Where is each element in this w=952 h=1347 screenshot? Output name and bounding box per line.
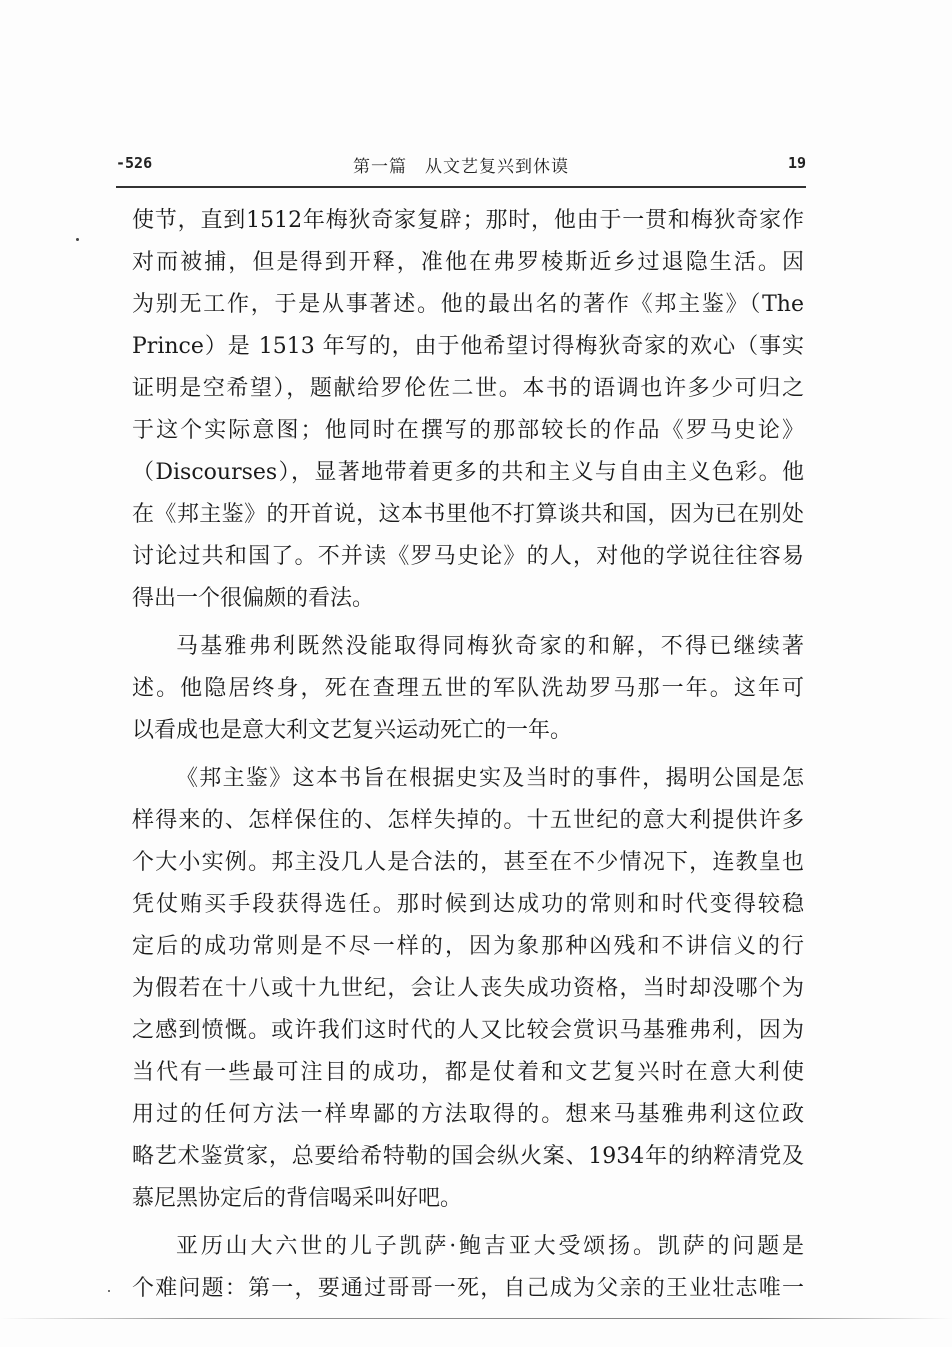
- text-line: 得出一个很偏颇的看法。: [132, 586, 375, 611]
- text-line: 述。他隐居终身，死在查理五世的军队洗劫罗马那一年。这年可: [132, 676, 804, 701]
- text-line: 慕尼黑协定后的背信喝采叫好吧。: [132, 1186, 463, 1211]
- scan-speck: [76, 238, 79, 241]
- text-line: 之感到愤慨。或许我们这时代的人又比较会赏识马基雅弗利，因为: [132, 1018, 804, 1043]
- text-line: 凭仗贿买手段获得选任。那时候到达成功的常则和时代变得较稳: [132, 892, 804, 917]
- page-number: 19: [787, 154, 806, 172]
- text-line: 证明是空希望），题献给罗伦佐二世。本书的语调也许多少可归之: [132, 376, 804, 401]
- chapter-title: 第一篇 从文艺复兴到休谟: [353, 157, 569, 177]
- header-rule: [116, 186, 806, 188]
- text-line: 使节，直到1512年梅狄奇家复辟；那时，他由于一贯和梅狄奇家作: [132, 208, 804, 233]
- text-line: 在《邦主鉴》的开首说，这本书里他不打算谈共和国，因为已在别处: [132, 502, 804, 527]
- text-line: 略艺术鉴赏家，总要给希特勒的国会纵火案、1934年的纳粹清党及: [132, 1144, 804, 1169]
- text-line: 以看成也是意大利文艺复兴运动死亡的一年。: [132, 718, 573, 743]
- header-code: -526: [116, 154, 153, 172]
- text-line: 当代有一些最可注目的成功，都是仗着和文艺复兴时在意大利使: [132, 1060, 804, 1085]
- text-line: 为别无工作，于是从事著述。他的最出名的著作《邦主鉴》（The: [132, 292, 804, 317]
- text-line: 为假若在十八或十九世纪，会让人丧失成功资格，当时却没哪个为: [132, 976, 804, 1001]
- text-line: 亚历山大六世的儿子凯萨·鲍吉亚大受颂扬。凯萨的问题是: [176, 1234, 804, 1259]
- text-line: 马基雅弗利既然没能取得同梅狄奇家的和解，不得已继续著: [176, 634, 804, 659]
- text-line: 讨论过共和国了。不并读《罗马史论》的人，对他的学说往往容易: [132, 544, 804, 569]
- text-line: Prince）是 1513 年写的，由于他希望讨得梅狄奇家的欢心（事实: [132, 334, 804, 359]
- text-line: 定后的成功常则是不尽一样的，因为象那种凶残和不讲信义的行: [132, 934, 804, 959]
- scan-speck: [108, 1290, 110, 1292]
- text-line: 对而被捕，但是得到开释，准他在弗罗棱斯近乡过退隐生活。因: [132, 250, 804, 275]
- text-line: 个大小实例。邦主没几人是合法的，甚至在不少情况下，连教皇也: [132, 850, 804, 875]
- text-line: 于这个实际意图；他同时在撰写的那部较长的作品《罗马史论》: [132, 418, 804, 443]
- text-line: （Discourses），显著地带着更多的共和主义与自由主义色彩。他: [132, 460, 804, 485]
- text-line: 《邦主鉴》这本书旨在根据史实及当时的事件，揭明公国是怎: [176, 766, 804, 791]
- running-head: [116, 150, 806, 180]
- body-text: [132, 200, 804, 1310]
- text-line: 个难问题：第一，要通过哥哥一死，自己成为父亲的王业壮志唯一: [132, 1276, 804, 1301]
- text-line: 用过的任何方法一样卑鄙的方法取得的。想来马基雅弗利这位政: [132, 1102, 804, 1127]
- scan-edge-line: [0, 1318, 952, 1319]
- text-line: 样得来的、怎样保住的、怎样失掉的。十五世纪的意大利提供许多: [132, 808, 804, 833]
